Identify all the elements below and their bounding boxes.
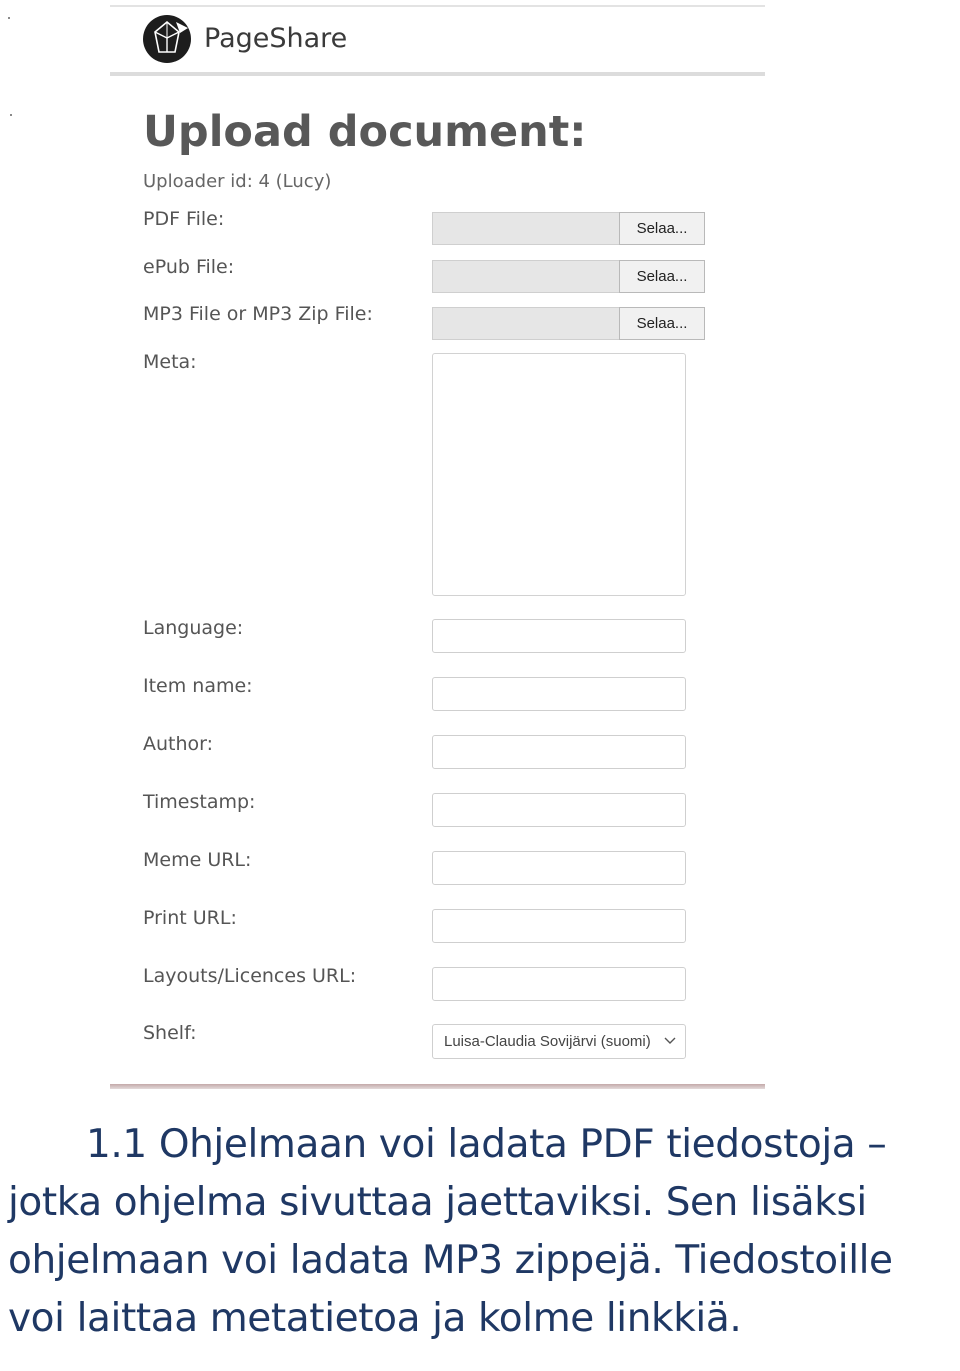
- mp3-file-input[interactable]: [432, 307, 705, 340]
- mp3-file-path[interactable]: [432, 307, 620, 340]
- pdf-file-path[interactable]: [432, 212, 620, 245]
- layouts-url-input[interactable]: [432, 967, 686, 1001]
- chevron-down-icon: [663, 1032, 677, 1046]
- print-url-input[interactable]: [432, 909, 686, 943]
- author-input[interactable]: [432, 735, 686, 769]
- shelf-select[interactable]: [432, 1024, 686, 1059]
- pdf-file-input[interactable]: [432, 212, 705, 245]
- mp3-file-label: MP3 File or MP3 Zip File:: [143, 303, 373, 325]
- timestamp-input[interactable]: [432, 793, 686, 827]
- language-input[interactable]: [432, 619, 686, 653]
- timestamp-label: Timestamp:: [143, 791, 256, 813]
- header-divider: [110, 72, 765, 76]
- pageshare-logo-icon: [142, 14, 192, 64]
- meta-textarea[interactable]: [432, 353, 686, 596]
- meme-url-label: Meme URL:: [143, 849, 252, 871]
- mp3-browse-button[interactable]: Selaa...: [619, 307, 705, 340]
- item-name-label: Item name:: [143, 675, 253, 697]
- epub-file-path[interactable]: [432, 260, 620, 293]
- caption-line: 1.1 Ohjelmaan voi ladata PDF tiedostoja –: [86, 1122, 887, 1167]
- meta-label: Meta:: [143, 351, 197, 373]
- caption-line: voi laittaa metatietoa ja kolme linkkiä.: [8, 1296, 742, 1341]
- caption-paragraph: [8, 1116, 960, 1348]
- meme-url-input[interactable]: [432, 851, 686, 885]
- pdf-browse-button[interactable]: Selaa...: [619, 212, 705, 245]
- shelf-selected-value: Luisa-Claudia Sovijärvi (suomi): [444, 1033, 651, 1050]
- layouts-url-label: Layouts/Licences URL:: [143, 965, 357, 987]
- epub-file-label: ePub File:: [143, 256, 235, 278]
- form-title: Upload document:: [143, 107, 587, 157]
- form-bottom-divider: [110, 1084, 765, 1089]
- caption-line: jotka ohjelma sivuttaa jaettaviksi. Sen lisäksi: [8, 1180, 867, 1225]
- language-label: Language:: [143, 617, 244, 639]
- pdf-file-label: PDF File:: [143, 208, 225, 230]
- uploader-id: Uploader id: 4 (Lucy): [143, 171, 332, 192]
- epub-browse-button[interactable]: Selaa...: [619, 260, 705, 293]
- author-label: Author:: [143, 733, 214, 755]
- shelf-label: Shelf:: [143, 1022, 197, 1044]
- brand-name[interactable]: PageShare: [204, 23, 348, 54]
- stray-dot: [10, 114, 12, 116]
- stray-dot: [8, 17, 10, 19]
- top-divider: [110, 5, 765, 7]
- epub-file-input[interactable]: [432, 260, 705, 293]
- print-url-label: Print URL:: [143, 907, 237, 929]
- caption-line: ohjelmaan voi ladata MP3 zippejä. Tiedostoille: [8, 1238, 893, 1283]
- item-name-input[interactable]: [432, 677, 686, 711]
